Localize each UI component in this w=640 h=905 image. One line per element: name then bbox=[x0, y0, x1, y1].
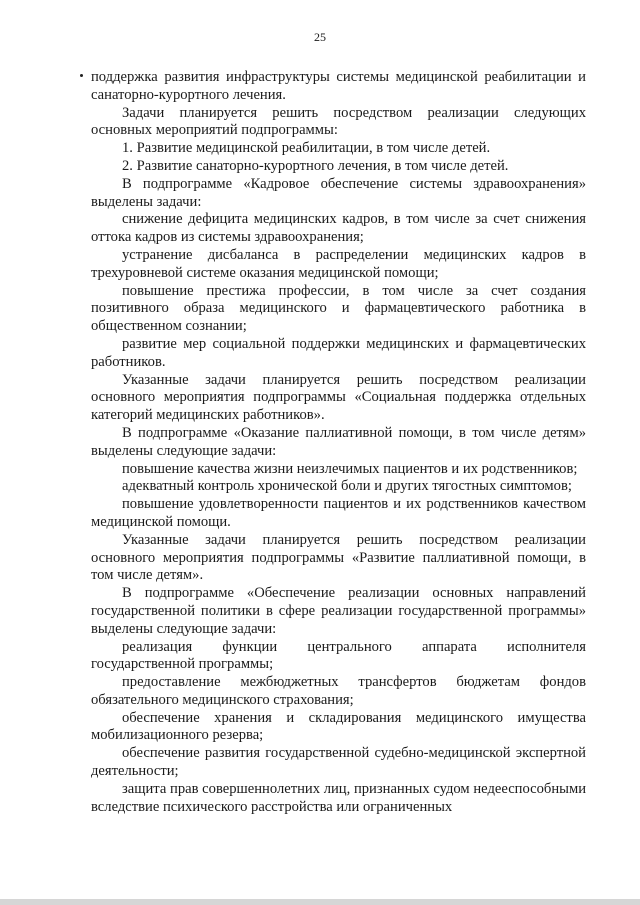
paragraph: поддержка развития инфраструктуры системы медицинской реабилитации и санаторно-курортного лечения. bbox=[91, 69, 586, 103]
paragraph: повышение качества жизни неизлечимых пациентов и их родственников; bbox=[122, 460, 578, 477]
paragraph: снижение дефицита медицинских кадров, в том числе за счет снижения оттока кадров из системы здравоохранения; bbox=[91, 211, 586, 246]
paragraph: Указанные задачи планируется решить посредством реализации основного мероприятия подпрограммы «Развитие паллиативной помощи, в том числе детям». bbox=[91, 531, 586, 584]
paragraph: повышение удовлетворенности пациентов и их родственников качеством медицинской помощи. bbox=[91, 496, 586, 530]
paragraph: устранение дисбаланса в распределении медицинских кадров в трехуровневой системе оказания медицинской помощи; bbox=[91, 246, 586, 281]
paragraph: реализация функции центрального аппарата исполнителя государственной программы; bbox=[91, 638, 586, 673]
paragraph: В подпрограмме «Кадровое обеспечение системы здравоохранения» выделены задачи: bbox=[91, 175, 586, 210]
paragraph: В подпрограмме «Обеспечение реализации основных направлений государственной политики в сфере реализации государственной программы» выделены следующие задачи: bbox=[91, 585, 586, 637]
paragraph: В подпрограмме «Оказание паллиативной помощи, в том числе детям» выделены следующие задачи: bbox=[91, 424, 586, 459]
page-edge bbox=[0, 899, 640, 905]
paragraph: развитие мер социальной поддержки медицинских и фармацевтических работников. bbox=[91, 335, 586, 370]
paragraph: предоставление межбюджетных трансфертов бюджетам фондов обязательного медицинского страхования; bbox=[91, 674, 586, 708]
paragraph: адекватный контроль хронической боли и других тягостных симптомов; bbox=[122, 478, 572, 495]
paragraph: 1. Развитие медицинской реабилитации, в том числе детей. bbox=[122, 140, 491, 157]
paragraph: обеспечение хранения и складирования медицинского имущества мобилизационного резерва; bbox=[91, 709, 586, 744]
paragraph: защита прав совершеннолетних лиц, признанных судом недееспособными вследствие психического расстройства или ограниченных bbox=[91, 780, 586, 815]
margin-mark bbox=[80, 74, 83, 77]
page-number: 25 bbox=[314, 30, 326, 44]
paragraph: обеспечение развития государственной судебно-медицинской экспертной деятельности; bbox=[91, 745, 586, 780]
paragraph: 2. Развитие санаторно-курортного лечения, в том числе детей. bbox=[122, 157, 509, 174]
paragraph: повышение престижа профессии, в том числе за счет создания позитивного образа медицинского и фармацевтического работника в общественном сознании; bbox=[91, 282, 586, 335]
document-body bbox=[91, 69, 586, 816]
paragraph: Задачи планируется решить посредством реализации следующих основных мероприятий подпрограммы: bbox=[91, 104, 586, 139]
paragraph: Указанные задачи планируется решить посредством реализации основного мероприятия подпрограммы «Социальная поддержка отдельных категорий медицинских работников». bbox=[91, 371, 586, 424]
